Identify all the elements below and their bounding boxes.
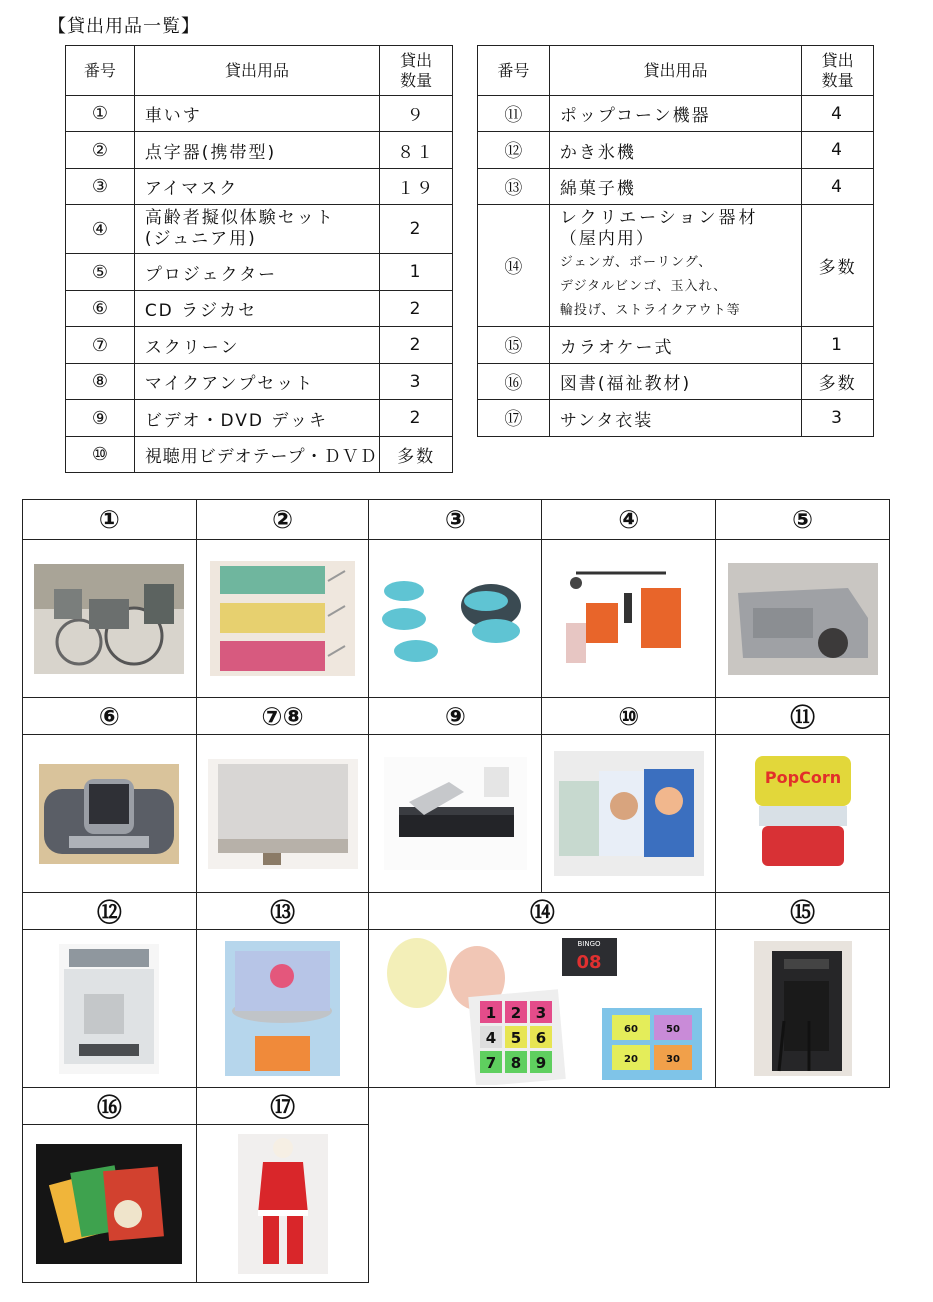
- svg-text:8: 8: [511, 1053, 522, 1072]
- header-quantity: 貸出 数量: [380, 46, 453, 96]
- photo-label: ②: [196, 500, 369, 540]
- table-row: ③ アイマスク １９: [66, 169, 453, 205]
- popcorn-machine-photo: [747, 751, 859, 876]
- svg-text:1: 1: [486, 1003, 497, 1022]
- cotton-candy-machine-photo: [225, 941, 340, 1076]
- photo-label: ⑮: [716, 893, 890, 930]
- santa-costume-photo: [238, 1134, 328, 1274]
- svg-text:9: 9: [536, 1053, 547, 1072]
- photo-label: ⑰: [196, 1088, 369, 1125]
- dvd-deck-photo: [384, 757, 527, 870]
- braille-device-photo: [210, 561, 355, 676]
- table-row: ⑬ 綿菓子機 4: [478, 169, 874, 205]
- books-photo: [36, 1144, 182, 1264]
- elderly-simulation-kit-photo: [556, 563, 701, 675]
- screen-photo: [208, 759, 358, 869]
- svg-text:4: 4: [486, 1028, 497, 1047]
- photo-label: ⑨: [369, 698, 542, 735]
- projector-photo: [728, 563, 878, 675]
- photo-label: ①: [23, 500, 197, 540]
- svg-text:3: 3: [536, 1003, 547, 1022]
- karaoke-set-photo: [754, 941, 852, 1076]
- table-row: ⑦ スクリーン 2: [66, 327, 453, 364]
- cd-radio-photo: [39, 764, 179, 864]
- photo-label: ④: [542, 500, 716, 540]
- photo-label: ⑬: [196, 893, 369, 930]
- table-row: ⑯ 図書(福祉教材) 多数: [478, 364, 874, 400]
- header-quantity: 貸出 数量: [802, 46, 874, 96]
- video-dvd-photo: [554, 751, 704, 876]
- photo-label: ③: [369, 500, 542, 540]
- lending-table-left: [65, 45, 453, 473]
- photo-label: ⑪: [716, 698, 890, 735]
- svg-text:PopCorn: PopCorn: [764, 768, 841, 787]
- table-row: ⑩ 視聴用ビデオテープ・ＤＶＤ 多数: [66, 437, 453, 473]
- table-row: ⑰ サンタ衣装 3: [478, 400, 874, 437]
- photo-label: ⑭: [369, 893, 716, 930]
- photo-label: ⑩: [542, 698, 716, 735]
- table-row: ⑪ ポップコーン機器 4: [478, 96, 874, 132]
- wheelchair-photo: [34, 564, 184, 674]
- photo-grid: [22, 499, 890, 1283]
- header-item: 貸出用品: [549, 46, 801, 96]
- table-row: ② 点字器(携帯型) ８１: [66, 132, 453, 169]
- svg-text:50: 50: [666, 1023, 681, 1035]
- photo-label: ⑦⑧: [196, 698, 369, 735]
- header-number: 番号: [66, 46, 135, 96]
- photo-label: ⑥: [23, 698, 197, 735]
- svg-text:08: 08: [576, 951, 602, 973]
- header-number: 番号: [478, 46, 550, 96]
- svg-text:20: 20: [624, 1053, 639, 1065]
- svg-text:7: 7: [486, 1053, 497, 1072]
- table-row: ⑥ CD ラジカセ 2: [66, 291, 453, 327]
- svg-text:6: 6: [536, 1028, 547, 1047]
- lending-table-right: [477, 45, 874, 437]
- svg-text:5: 5: [511, 1028, 522, 1047]
- header-item: 貸出用品: [134, 46, 379, 96]
- svg-text:60: 60: [624, 1023, 639, 1035]
- svg-text:BINGO: BINGO: [577, 939, 601, 948]
- photo-label: ⑫: [23, 893, 197, 930]
- shaved-ice-machine-photo: [59, 944, 159, 1074]
- table-row: ⑮ カラオケー式 1: [478, 327, 874, 364]
- photo-label: ⑯: [23, 1088, 197, 1125]
- table-row: ⑭ レクリエーション器材 （屋内用） ジェンガ、ボーリング、 デジタルビンゴ、玉入れ、 輪投げ、ストライクアウト等 多数: [478, 205, 874, 327]
- table-row: ⑨ ビデオ・DVD デッキ 2: [66, 400, 453, 437]
- table-row: ⑤ プロジェクター 1: [66, 254, 453, 291]
- photo-label: ⑤: [716, 500, 890, 540]
- table-row: ⑫ かき氷機 4: [478, 132, 874, 169]
- svg-text:2: 2: [511, 1003, 522, 1022]
- page-title: 【貸出用品一覧】: [48, 16, 200, 37]
- table-row: ⑧ マイクアンプセット 3: [66, 364, 453, 400]
- recreation-equipment-photo: [377, 933, 707, 1085]
- eye-mask-photo: [376, 571, 534, 666]
- svg-text:30: 30: [666, 1053, 681, 1065]
- table-row: ④ 高齢者擬似体験セット (ジュニア用) 2: [66, 205, 453, 254]
- table-row: ① 車いす ９: [66, 96, 453, 132]
